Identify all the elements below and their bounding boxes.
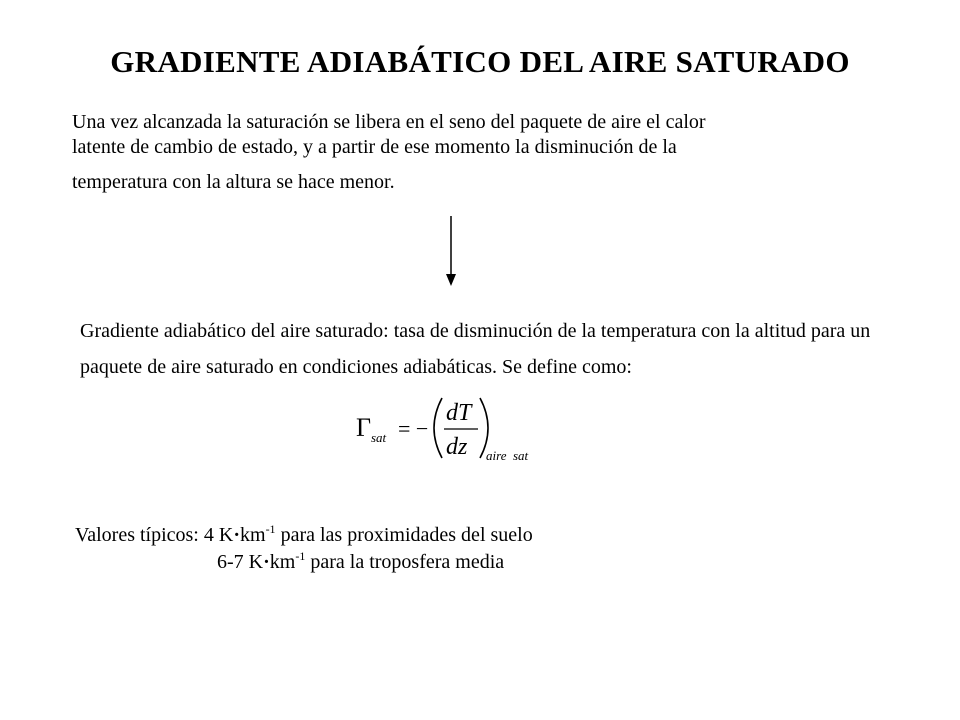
lapse-rate-formula xyxy=(356,392,556,464)
intro-line-3: temperatura con la altura se hace menor. xyxy=(72,171,395,193)
value-troposphere: 6-7 K xyxy=(217,551,264,573)
typical-values-label: Valores típicos: xyxy=(75,524,199,546)
typical-values-row-2 xyxy=(75,549,533,576)
intro-line-1: Una vez alcanzada la saturación se libera en el seno del paquete de aire el calor xyxy=(72,111,706,133)
numerator: dT xyxy=(446,400,472,426)
typical-values xyxy=(75,522,533,576)
exponent-troposphere: -1 xyxy=(295,549,306,563)
down-arrow-icon xyxy=(440,216,462,288)
desc-surface: para las proximidades del suelo xyxy=(280,524,533,546)
multiply-dot: · xyxy=(233,524,240,546)
unit-surface: km xyxy=(240,524,266,546)
unit-troposphere: km xyxy=(269,551,296,573)
slide-title: GRADIENTE ADIABÁTICO DEL AIRE SATURADO xyxy=(110,44,850,79)
equals-minus: = − xyxy=(398,416,429,441)
gamma-symbol: Γ xyxy=(356,413,372,442)
intro-paragraph xyxy=(72,110,852,195)
typical-values-row-1 xyxy=(75,522,533,549)
intro-line-2: latente de cambio de estado, y a partir de ese momento la disminución de la xyxy=(72,136,677,158)
denominator: dz xyxy=(446,434,468,460)
left-paren xyxy=(434,398,442,458)
definition-paragraph: Gradiente adiabático del aire saturado: tasa de disminución de la temperatura con la altitud para un paquete de aire saturado en condiciones adiabáticas. Se define como: xyxy=(80,320,871,378)
multiply-dot: · xyxy=(263,551,270,573)
formula-subscript: aire sat xyxy=(486,448,529,463)
exponent-surface: -1 xyxy=(265,522,276,536)
desc-troposphere: para la troposfera media xyxy=(310,551,505,573)
value-surface: 4 K xyxy=(203,524,234,546)
gamma-subscript: sat xyxy=(371,430,387,445)
